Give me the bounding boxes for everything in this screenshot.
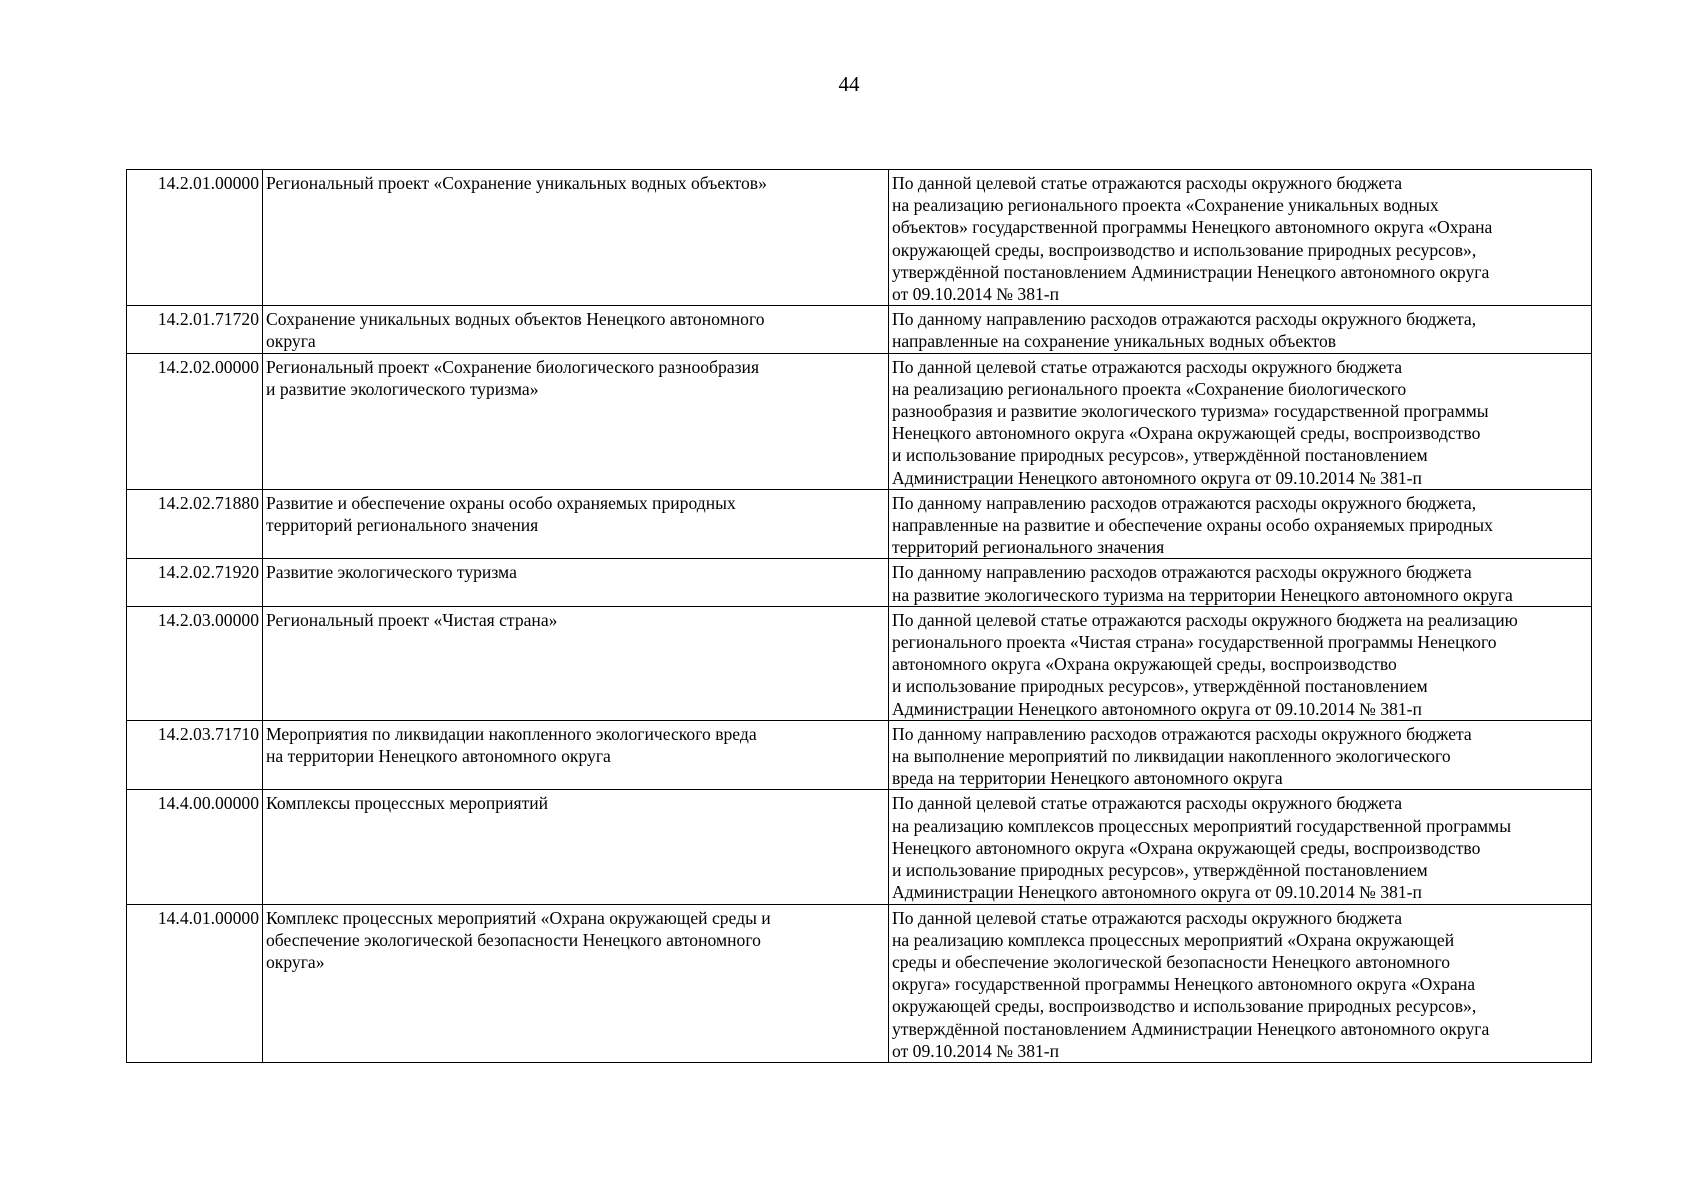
table-row (127, 606, 1592, 720)
target-article-description (889, 306, 1592, 353)
description-line: вреда на территории Ненецкого автономного округа (892, 768, 1283, 789)
description-line: от 09.10.2014 № 381-п (892, 284, 1060, 305)
target-article-code: 14.2.02.00000 (127, 353, 263, 489)
target-article-name (263, 904, 889, 1062)
description-line: По данной целевой статье отражаются расходы окружного бюджета (892, 793, 1403, 814)
table-row (127, 720, 1592, 790)
target-article-name (263, 353, 889, 489)
description-line: По данной целевой статье отражаются расходы окружного бюджета на реализацию (892, 609, 1518, 630)
name-line: округа» (266, 951, 325, 972)
name-line: Сохранение уникальных водных объектов Ненецкого автономного (266, 309, 765, 330)
target-article-description (889, 606, 1592, 720)
description-line: разнообразия и развитие экологического туризма» государственной программы (892, 401, 1489, 422)
target-article-description (889, 170, 1592, 306)
table-row (127, 904, 1592, 1062)
table-row (127, 306, 1592, 353)
description-line: направленные на сохранение уникальных водных объектов (892, 331, 1337, 352)
target-article-description (889, 904, 1592, 1062)
target-article-name (263, 170, 889, 306)
table-row (127, 790, 1592, 904)
table-row (127, 559, 1592, 606)
target-article-code: 14.2.03.00000 (127, 606, 263, 720)
description-line: Ненецкого автономного округа «Охрана окружающей среды, воспроизводство (892, 423, 1481, 444)
description-line: По данной целевой статье отражаются расходы окружного бюджета (892, 173, 1403, 193)
description-line: окружающей среды, воспроизводство и использование природных ресурсов», (892, 239, 1477, 260)
description-line: По данному направлению расходов отражаются расходы окружного бюджета, (892, 309, 1477, 330)
budget-classification-table (126, 169, 1592, 1063)
name-line: Региональный проект «Сохранение биологического разнообразия (266, 356, 760, 377)
target-article-code: 14.2.02.71880 (127, 489, 263, 559)
name-line: округа (266, 331, 316, 352)
name-line: Комплексы процессных мероприятий (266, 793, 549, 814)
page-number: 44 (838, 72, 860, 96)
description-line: на реализацию комплексов процессных мероприятий государственной программы (892, 815, 1512, 836)
target-article-name (263, 720, 889, 790)
target-article-name (263, 489, 889, 559)
name-line: Мероприятия по ликвидации накопленного экологического вреда (266, 723, 757, 744)
description-line: на развитие экологического туризма на территории Ненецкого автономного округа (892, 584, 1513, 605)
name-line: территорий регионального значения (266, 515, 539, 536)
target-article-description (889, 353, 1592, 489)
description-line: среды и обеспечение экологической безопасности Ненецкого автономного (892, 951, 1451, 972)
table-row (127, 489, 1592, 559)
description-line: окружающей среды, воспроизводство и использование природных ресурсов», (892, 996, 1477, 1017)
description-line: и использование природных ресурсов», утверждённой постановлением (892, 860, 1428, 881)
target-article-code: 14.2.01.00000 (127, 170, 263, 306)
description-line: на реализацию регионального проекта «Сохранение биологического (892, 378, 1407, 399)
name-line: и развитие экологического туризма» (266, 378, 539, 399)
target-article-description (889, 559, 1592, 606)
target-article-description (889, 790, 1592, 904)
description-line: автономного округа «Охрана окружающей среды, воспроизводство (892, 654, 1397, 675)
target-article-description (889, 720, 1592, 790)
description-line: на реализацию комплекса процессных мероприятий «Охрана окружающей (892, 929, 1455, 950)
description-line: территорий регионального значения (892, 537, 1165, 558)
target-article-code: 14.2.03.71710 (127, 720, 263, 790)
description-line: По данному направлению расходов отражаются расходы окружного бюджета, (892, 492, 1477, 513)
target-article-name (263, 306, 889, 353)
description-line: утверждённой постановлением Администрации Ненецкого автономного округа (892, 261, 1490, 282)
description-line: от 09.10.2014 № 381-п (892, 1040, 1060, 1061)
description-line: Ненецкого автономного округа «Охрана окружающей среды, воспроизводство (892, 837, 1481, 858)
description-line: и использование природных ресурсов», утверждённой постановлением (892, 676, 1428, 697)
target-article-name (263, 606, 889, 720)
target-article-code: 14.4.00.00000 (127, 790, 263, 904)
description-line: По данной целевой статье отражаются расходы окружного бюджета (892, 907, 1403, 928)
target-article-name (263, 790, 889, 904)
table-body (127, 170, 1592, 1063)
target-article-description (889, 489, 1592, 559)
description-line: объектов» государственной программы Ненецкого автономного округа «Охрана (892, 217, 1493, 238)
description-line: Администрации Ненецкого автономного округа от 09.10.2014 № 381-п (892, 882, 1422, 903)
target-article-name (263, 559, 889, 606)
description-line: По данному направлению расходов отражаются расходы окружного бюджета (892, 723, 1472, 744)
name-line: Развитие экологического туризма (266, 562, 517, 583)
description-line: округа» государственной программы Ненецкого автономного округа «Охрана (892, 974, 1475, 995)
target-article-code: 14.2.01.71720 (127, 306, 263, 353)
name-line: Региональный проект «Сохранение уникальных водных объектов» (266, 173, 767, 193)
name-line: на территории Ненецкого автономного округа (266, 746, 611, 767)
name-line: Развитие и обеспечение охраны особо охраняемых природных (266, 492, 736, 513)
description-line: и использование природных ресурсов», утверждённой постановлением (892, 445, 1428, 466)
name-line: Региональный проект «Чистая страна» (266, 609, 558, 630)
name-line: Комплекс процессных мероприятий «Охрана окружающей среды и (266, 907, 771, 928)
description-line: По данной целевой статье отражаются расходы окружного бюджета (892, 356, 1403, 377)
description-line: на выполнение мероприятий по ликвидации накопленного экологического (892, 746, 1451, 767)
description-line: регионального проекта «Чистая страна» государственной программы Ненецкого (892, 632, 1497, 653)
target-article-code: 14.2.02.71920 (127, 559, 263, 606)
name-line: обеспечение экологической безопасности Ненецкого автономного (266, 929, 761, 950)
description-line: По данному направлению расходов отражаются расходы окружного бюджета (892, 562, 1472, 583)
table-row (127, 170, 1592, 306)
table-row (127, 353, 1592, 489)
description-line: на реализацию регионального проекта «Сохранение уникальных водных (892, 195, 1439, 216)
description-line: Администрации Ненецкого автономного округа от 09.10.2014 № 381-п (892, 467, 1422, 488)
description-line: Администрации Ненецкого автономного округа от 09.10.2014 № 381-п (892, 698, 1422, 719)
description-line: утверждённой постановлением Администрации Ненецкого автономного округа (892, 1018, 1490, 1039)
target-article-code: 14.4.01.00000 (127, 904, 263, 1062)
description-line: направленные на развитие и обеспечение охраны особо охраняемых природных (892, 515, 1493, 536)
